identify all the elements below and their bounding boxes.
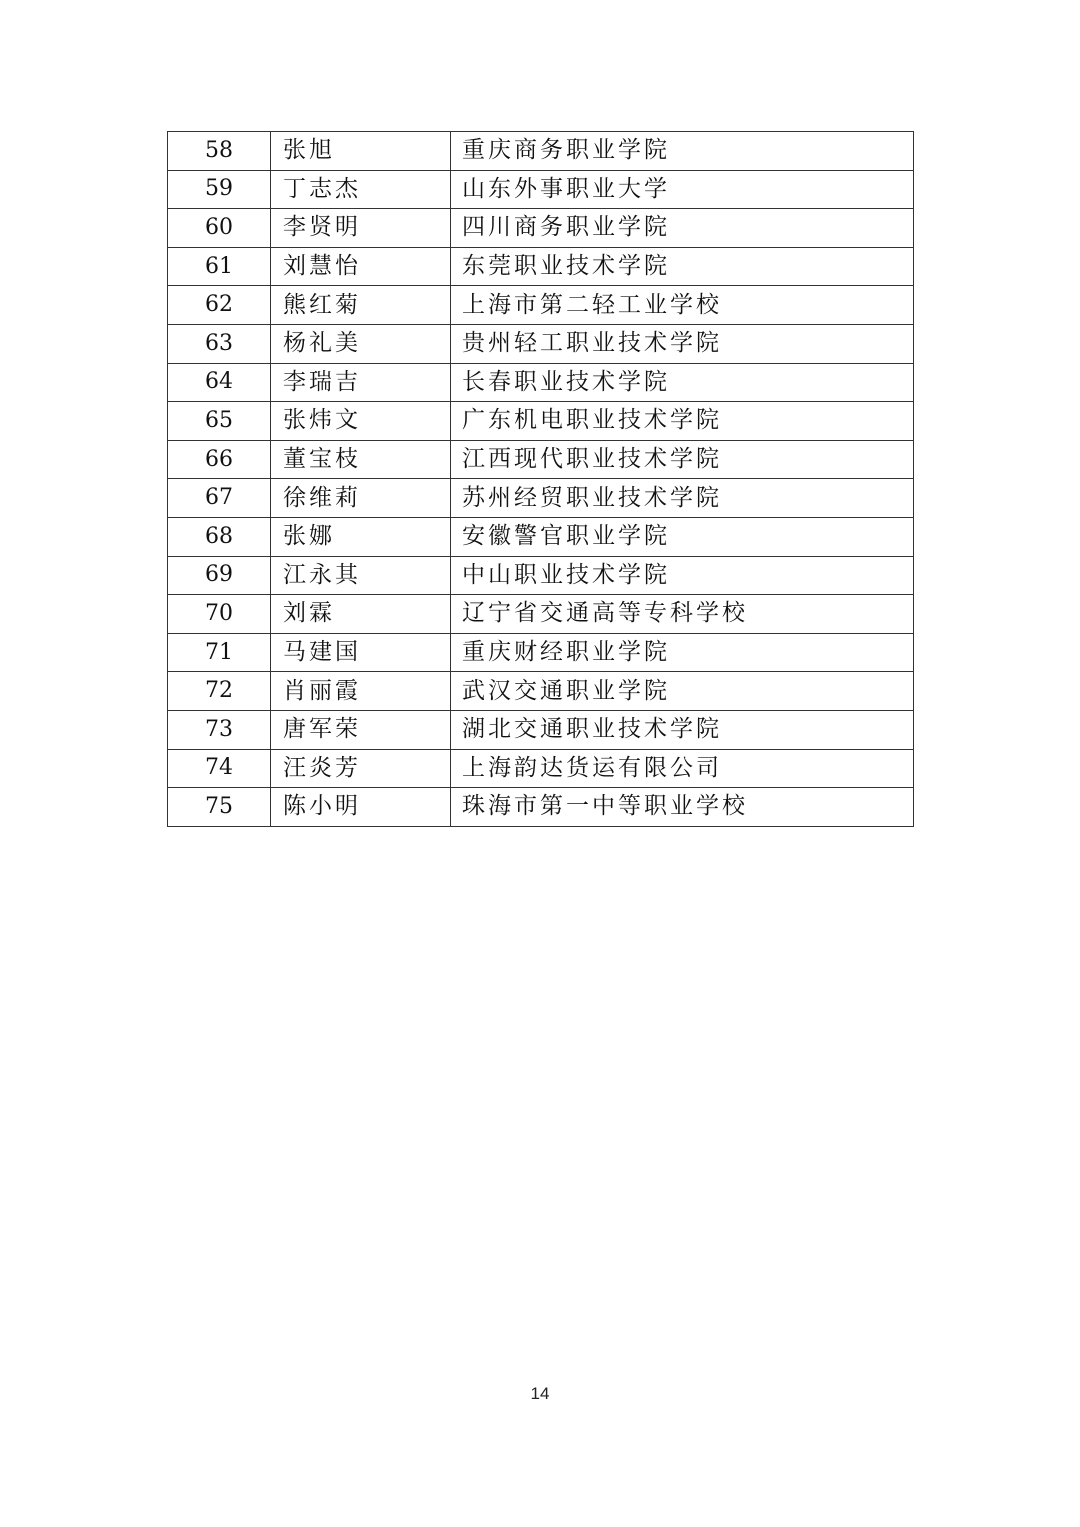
organization-name: 广东机电职业技术学院 xyxy=(451,402,914,441)
person-name: 徐维莉 xyxy=(271,479,451,518)
table-row xyxy=(168,749,914,788)
person-name: 李瑞吉 xyxy=(271,363,451,402)
person-name: 肖丽霞 xyxy=(271,672,451,711)
organization-name: 四川商务职业学院 xyxy=(451,209,914,248)
person-name: 马建国 xyxy=(271,633,451,672)
table-row xyxy=(168,633,914,672)
person-name: 杨礼美 xyxy=(271,324,451,363)
row-number: 65 xyxy=(168,402,271,441)
organization-name: 珠海市第一中等职业学校 xyxy=(451,788,914,827)
table-row xyxy=(168,170,914,209)
table-row xyxy=(168,440,914,479)
person-name: 唐军荣 xyxy=(271,710,451,749)
table-row xyxy=(168,247,914,286)
table-row xyxy=(168,363,914,402)
row-number: 60 xyxy=(168,209,271,248)
row-number: 63 xyxy=(168,324,271,363)
page-number: 14 xyxy=(530,1384,550,1403)
row-number: 66 xyxy=(168,440,271,479)
organization-name: 辽宁省交通高等专科学校 xyxy=(451,595,914,634)
row-number: 58 xyxy=(168,132,271,171)
person-name: 张旭 xyxy=(271,132,451,171)
row-number: 62 xyxy=(168,286,271,325)
table-row xyxy=(168,402,914,441)
table-row xyxy=(168,479,914,518)
row-number: 67 xyxy=(168,479,271,518)
organization-name: 东莞职业技术学院 xyxy=(451,247,914,286)
row-number: 69 xyxy=(168,556,271,595)
row-number: 68 xyxy=(168,517,271,556)
row-number: 64 xyxy=(168,363,271,402)
row-number: 74 xyxy=(168,749,271,788)
row-number: 73 xyxy=(168,710,271,749)
organization-name: 湖北交通职业技术学院 xyxy=(451,710,914,749)
person-name: 刘霖 xyxy=(271,595,451,634)
person-name: 丁志杰 xyxy=(271,170,451,209)
table-row xyxy=(168,209,914,248)
row-number: 59 xyxy=(168,170,271,209)
organization-name: 中山职业技术学院 xyxy=(451,556,914,595)
organization-name: 安徽警官职业学院 xyxy=(451,517,914,556)
row-number: 75 xyxy=(168,788,271,827)
organization-name: 长春职业技术学院 xyxy=(451,363,914,402)
table-row xyxy=(168,556,914,595)
organization-name: 重庆财经职业学院 xyxy=(451,633,914,672)
organization-name: 武汉交通职业学院 xyxy=(451,672,914,711)
organization-name: 山东外事职业大学 xyxy=(451,170,914,209)
organization-name: 贵州轻工职业技术学院 xyxy=(451,324,914,363)
person-name: 陈小明 xyxy=(271,788,451,827)
organization-name: 苏州经贸职业技术学院 xyxy=(451,479,914,518)
roster-table xyxy=(167,131,914,827)
person-name: 张炜文 xyxy=(271,402,451,441)
person-name: 李贤明 xyxy=(271,209,451,248)
table-row xyxy=(168,672,914,711)
person-name: 汪炎芳 xyxy=(271,749,451,788)
table-row xyxy=(168,517,914,556)
person-name: 张娜 xyxy=(271,517,451,556)
person-name: 刘慧怡 xyxy=(271,247,451,286)
table-row xyxy=(168,710,914,749)
table-row xyxy=(168,286,914,325)
person-name: 江永其 xyxy=(271,556,451,595)
row-number: 61 xyxy=(168,247,271,286)
person-name: 董宝枝 xyxy=(271,440,451,479)
table-row xyxy=(168,132,914,171)
organization-name: 上海韵达货运有限公司 xyxy=(451,749,914,788)
organization-name: 江西现代职业技术学院 xyxy=(451,440,914,479)
row-number: 71 xyxy=(168,633,271,672)
row-number: 70 xyxy=(168,595,271,634)
organization-name: 上海市第二轻工业学校 xyxy=(451,286,914,325)
table-row xyxy=(168,324,914,363)
organization-name: 重庆商务职业学院 xyxy=(451,132,914,171)
table-row xyxy=(168,788,914,827)
table-row xyxy=(168,595,914,634)
person-name: 熊红菊 xyxy=(271,286,451,325)
row-number: 72 xyxy=(168,672,271,711)
